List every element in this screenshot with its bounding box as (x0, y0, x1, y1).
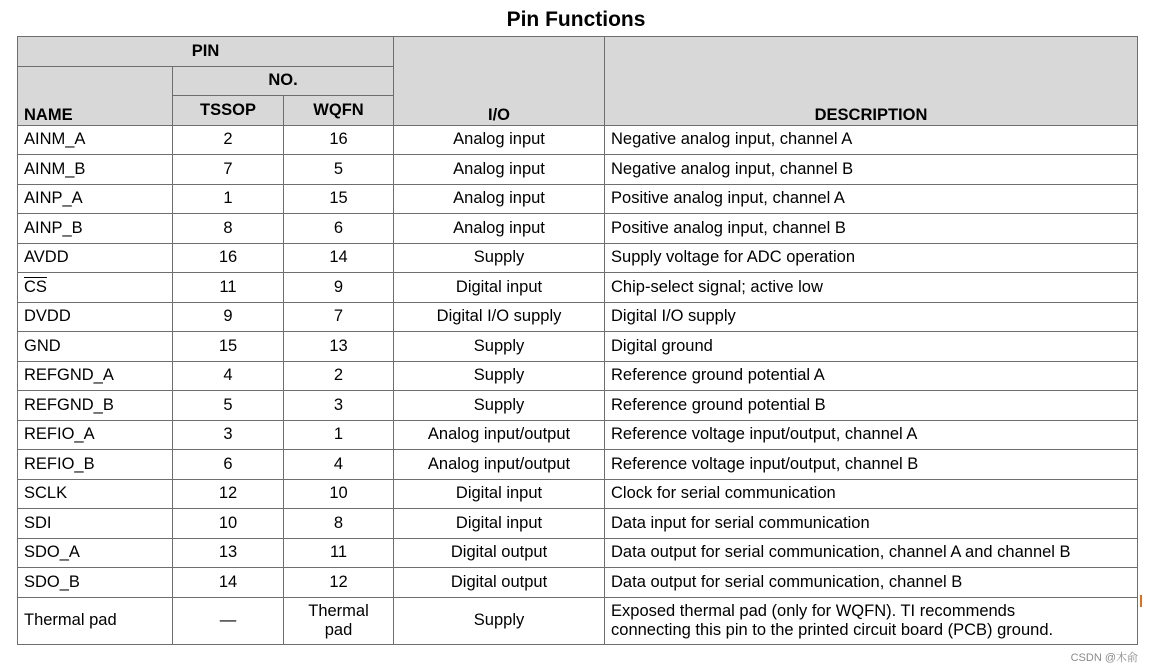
table-row (18, 302, 1138, 332)
header-wqfn: WQFN (284, 96, 394, 126)
cell-wqfn: 16 (284, 125, 394, 155)
cell-tssop: 8 (173, 214, 284, 244)
cell-name: AINP_B (18, 214, 173, 244)
cell-io: Digital input (394, 479, 605, 509)
watermark: CSDN @木俞 (1070, 652, 1138, 664)
cell-name: SDI (18, 509, 173, 539)
cell-io: Supply (394, 597, 605, 644)
cell-name: REFGND_B (18, 391, 173, 421)
cell-name: AINP_A (18, 184, 173, 214)
table-row (18, 361, 1138, 391)
cell-io: Digital input (394, 509, 605, 539)
cell-wqfn: 2 (284, 361, 394, 391)
cell-tssop: 11 (173, 273, 284, 303)
table-row (18, 450, 1138, 480)
cell-wqfn: 11 (284, 538, 394, 568)
table-row (18, 332, 1138, 362)
cell-description: Data input for serial communication (605, 509, 1138, 539)
cell-io: Supply (394, 332, 605, 362)
cell-tssop: 14 (173, 568, 284, 598)
cell-name: SDO_A (18, 538, 173, 568)
cell-tssop: — (173, 597, 284, 644)
pin-functions-table (17, 36, 1138, 645)
cell-name: AINM_B (18, 155, 173, 185)
cell-tssop: 2 (173, 125, 284, 155)
cell-wqfn: 12 (284, 568, 394, 598)
cell-name: REFIO_B (18, 450, 173, 480)
cell-wqfn: 14 (284, 243, 394, 273)
cell-wqfn: 10 (284, 479, 394, 509)
cell-wqfn: 9 (284, 273, 394, 303)
cell-description: Negative analog input, channel A (605, 125, 1138, 155)
cell-tssop: 5 (173, 391, 284, 421)
cell-description: Chip-select signal; active low (605, 273, 1138, 303)
cell-description-line1: Exposed thermal pad (only for WQFN). TI recommends (611, 601, 1016, 620)
cell-io: Supply (394, 243, 605, 273)
table-row (18, 184, 1138, 214)
cell-tssop: 6 (173, 450, 284, 480)
cell-description: Clock for serial communication (605, 479, 1138, 509)
cell-wqfn: 6 (284, 214, 394, 244)
cell-tssop: 1 (173, 184, 284, 214)
cell-wqfn (284, 597, 394, 644)
cell-description: Supply voltage for ADC operation (605, 243, 1138, 273)
cell-io: Digital output (394, 538, 605, 568)
cell-tssop: 13 (173, 538, 284, 568)
table-row (18, 155, 1138, 185)
header-tssop: TSSOP (173, 96, 284, 126)
cell-description: Reference ground potential A (605, 361, 1138, 391)
cell-io: Digital output (394, 568, 605, 598)
cell-description: Reference ground potential B (605, 391, 1138, 421)
cell-io: Analog input/output (394, 420, 605, 450)
cell-wqfn: 3 (284, 391, 394, 421)
cell-tssop: 15 (173, 332, 284, 362)
cell-name: AINM_A (18, 125, 173, 155)
cell-io: Supply (394, 391, 605, 421)
cell-name: SCLK (18, 479, 173, 509)
header-no: NO. (173, 66, 394, 96)
table-row (18, 538, 1138, 568)
cell-name: REFGND_A (18, 361, 173, 391)
cell-name: AVDD (18, 243, 173, 273)
cell-wqfn: 5 (284, 155, 394, 185)
cell-description-line2: connecting this pin to the printed circuit board (PCB) ground. (611, 620, 1054, 639)
cell-tssop: 10 (173, 509, 284, 539)
cell-description: Digital I/O supply (605, 302, 1138, 332)
cell-wqfn: 13 (284, 332, 394, 362)
cell-tssop: 7 (173, 155, 284, 185)
cell-io: Digital I/O supply (394, 302, 605, 332)
table-row-thermal-pad (18, 597, 1138, 644)
cell-description: Positive analog input, channel A (605, 184, 1138, 214)
cell-tssop: 4 (173, 361, 284, 391)
table-row (18, 125, 1138, 155)
table-row (18, 568, 1138, 598)
table-body (18, 125, 1138, 644)
cell-name: $\overline{CS}$ (18, 273, 173, 303)
cell-wqfn: 4 (284, 450, 394, 480)
cell-name: DVDD (18, 302, 173, 332)
cell-name: GND (18, 332, 173, 362)
cell-description: Positive analog input, channel B (605, 214, 1138, 244)
table-row (18, 243, 1138, 273)
cell-wqfn: 1 (284, 420, 394, 450)
cell-description (605, 597, 1138, 644)
cell-tssop: 3 (173, 420, 284, 450)
cell-tssop: 12 (173, 479, 284, 509)
header-pin: PIN (18, 37, 394, 67)
cell-wqfn-line1: Thermal (308, 601, 369, 620)
cell-wqfn-line2: pad (324, 620, 353, 639)
cell-io: Analog input (394, 125, 605, 155)
table-row (18, 273, 1138, 303)
table-row (18, 509, 1138, 539)
cell-description: Digital ground (605, 332, 1138, 362)
cell-description: Data output for serial communication, channel A and channel B (605, 538, 1138, 568)
cell-name: REFIO_A (18, 420, 173, 450)
cell-io: Analog input/output (394, 450, 605, 480)
cell-name: Thermal pad (18, 597, 173, 644)
cell-io: Supply (394, 361, 605, 391)
cell-wqfn: 15 (284, 184, 394, 214)
header-name: NAME (18, 66, 173, 125)
cell-io: Analog input (394, 184, 605, 214)
cell-description: Reference voltage input/output, channel B (605, 450, 1138, 480)
cell-io: Analog input (394, 214, 605, 244)
table-row (18, 214, 1138, 244)
cell-description: Data output for serial communication, channel B (605, 568, 1138, 598)
cell-tssop: 16 (173, 243, 284, 273)
cell-wqfn: 8 (284, 509, 394, 539)
table-row (18, 391, 1138, 421)
cell-io: Digital input (394, 273, 605, 303)
edge-marker (1140, 595, 1142, 607)
table-row (18, 479, 1138, 509)
cell-tssop: 9 (173, 302, 284, 332)
page-title: Pin Functions (506, 8, 646, 31)
cell-name: SDO_B (18, 568, 173, 598)
header-io: I/O (394, 37, 605, 126)
header-description: DESCRIPTION (605, 37, 1138, 126)
cell-description: Negative analog input, channel B (605, 155, 1138, 185)
cell-description: Reference voltage input/output, channel A (605, 420, 1138, 450)
cell-wqfn: 7 (284, 302, 394, 332)
cell-io: Analog input (394, 155, 605, 185)
table-row (18, 420, 1138, 450)
table-header (18, 37, 1138, 126)
